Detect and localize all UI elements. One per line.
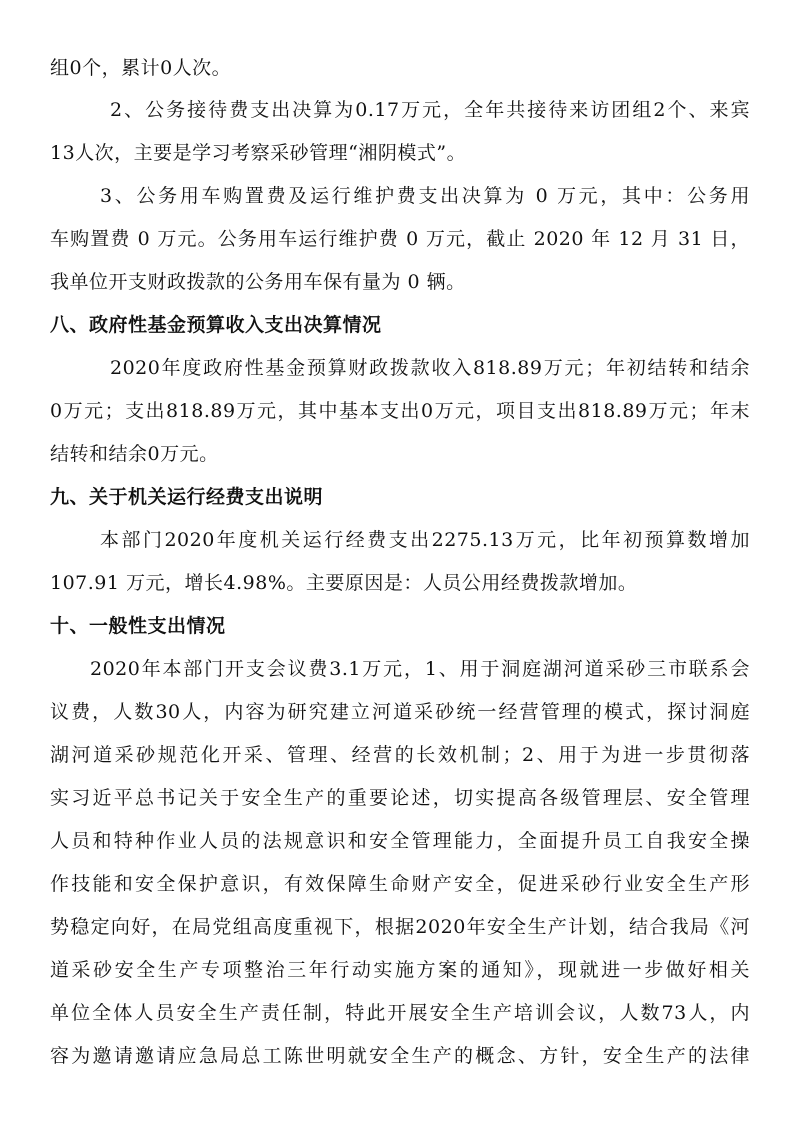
text-line: 议费，人数30人，内容为研究建立河道采砂统一经营管理的模式，探讨洞庭 xyxy=(50,701,750,723)
text-line: 组0个，累计0人次。 xyxy=(50,57,232,79)
text-line: 单位全体人员安全生产责任制，特此开展安全生产培训会议，人数73人，内 xyxy=(50,1002,750,1024)
text-line: 作技能和安全保护意识，有效保障生命财产安全，促进采砂行业安全生产形 xyxy=(50,873,750,895)
section-heading: 八、政府性基金预算收入支出决算情况 xyxy=(50,314,382,336)
text-line: 3、公务用车购置费及运行维护费支出决算为 0 万元，其中：公务用 xyxy=(100,185,750,207)
text-line: 道采砂安全生产专项整治三年行动实施方案的通知》，现就进一步做好相关 xyxy=(50,959,750,981)
text-line: 车购置费 0 万元。公务用车运行维护费 0 万元，截止 2020 年 12 月 31 日， xyxy=(50,228,750,250)
section-heading: 十、一般性支出情况 xyxy=(50,615,226,637)
text-line: 0万元；支出818.89万元，其中基本支出0万元，项目支出818.89万元；年末 xyxy=(50,400,750,422)
section-heading: 九、关于机关运行经费支出说明 xyxy=(50,486,324,508)
text-line: 107.91 万元，增长4.98%。主要原因是：人员公用经费拨款增加。 xyxy=(50,572,638,594)
text-line: 2020年本部门开支会议费3.1万元，1、用于洞庭湖河道采砂三市联系会 xyxy=(90,658,750,680)
text-line: 实习近平总书记关于安全生产的重要论述，切实提高各级管理层、安全管理 xyxy=(50,787,750,809)
text-line: 我单位开支财政拨款的公务用车保有量为 0 辆。 xyxy=(50,271,466,293)
text-line: 2020年度政府性基金预算财政拨款收入818.89万元；年初结转和结余 xyxy=(110,357,750,379)
text-line: 2、公务接待费支出决算为0.17万元，全年共接待来访团组2个、来宾 xyxy=(110,99,750,121)
text-line: 人员和特种作业人员的法规意识和安全管理能力，全面提升员工自我安全操 xyxy=(50,830,750,852)
text-line: 13人次，主要是学习考察采砂管理“湘阴模式”。 xyxy=(50,142,467,164)
text-line: 湖河道采砂规范化开采、管理、经营的长效机制；2、用于为进一步贯彻落 xyxy=(50,744,750,766)
text-line: 势稳定向好，在局党组高度重视下，根据2020年安全生产计划，结合我局《河 xyxy=(50,916,750,938)
text-line: 本部门2020年度机关运行经费支出2275.13万元，比年初预算数增加 xyxy=(100,529,750,551)
text-line: 结转和结余0万元。 xyxy=(50,443,219,465)
text-line: 容为邀请邀请应急局总工陈世明就安全生产的概念、方针，安全生产的法律 xyxy=(50,1045,750,1067)
